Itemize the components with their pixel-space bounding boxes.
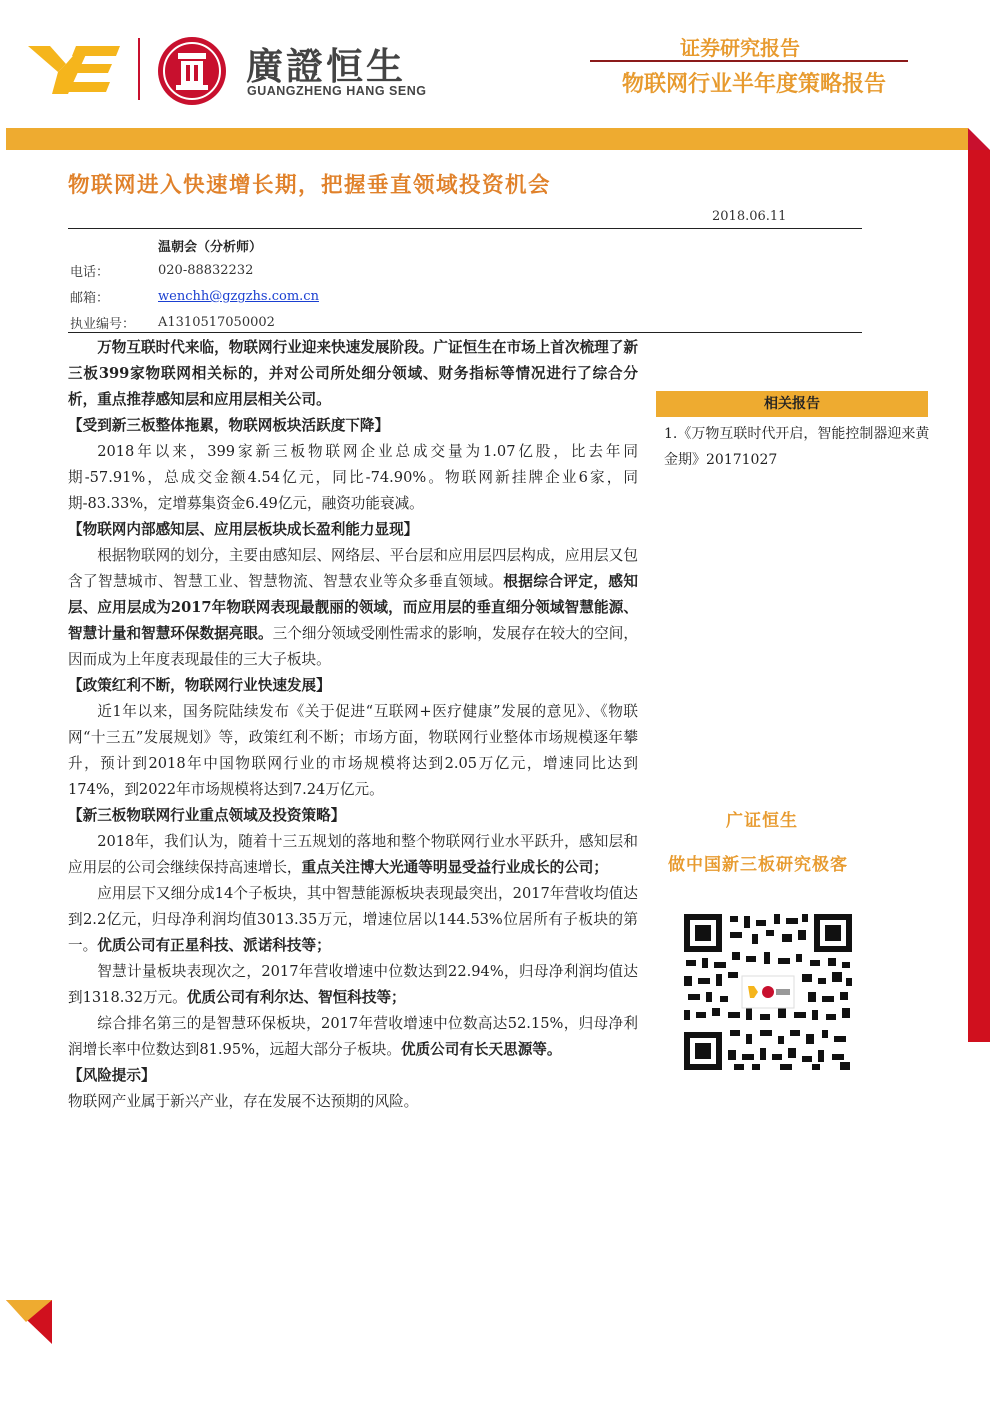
paragraph: 物联网产业属于新兴产业，存在发展不达预期的风险。 <box>68 1093 419 1110</box>
analyst-name: 温朝会（分析师） <box>158 240 263 255</box>
paragraph <box>68 959 638 1011</box>
paragraph <box>68 1011 638 1063</box>
phone-label: 电话： <box>70 265 110 280</box>
page-title: 物联网进入快速增长期，把握垂直领域投资机会 <box>68 173 552 198</box>
logo-divider <box>138 38 140 100</box>
brand-name-cn: 廣證恒生 <box>246 45 406 88</box>
paragraph-text: 三个细分领域受刚性需求的影响，发展存在较大的空间，因而成为上年度表现最佳的三大子板块。 <box>68 625 638 668</box>
paragraph-highlight: 重点关注博大光通等明显受益行业成长的公司； <box>301 859 608 876</box>
paragraph <box>68 543 638 673</box>
seal-logo-icon <box>156 35 228 107</box>
report-body <box>68 335 638 1115</box>
email-link[interactable] <box>158 289 319 304</box>
banner-corner <box>968 128 990 150</box>
section-heading: 【物联网内部感知层、应用层板块成长盈利能力显现】 <box>68 521 419 538</box>
license-value: A1310517050002 <box>158 315 275 330</box>
corner-ornament-icon <box>6 1300 54 1348</box>
section-heading: 【受到新三板整体拖累，物联网板块活跃度下降】 <box>68 417 390 434</box>
paragraph: 2018年以来，399家新三板物联网企业总成交量为1.07亿股，比去年同期-57.91%，总成交金额4.54亿元，同比-74.90%。物联网新挂牌企业6家，同期-83.33%，定增募集资金6.49亿元，融资功能衰减。 <box>68 443 638 512</box>
related-reports-heading: 相关报告 <box>656 391 928 417</box>
section-heading: 【新三板物联网行业重点领域及投资策略】 <box>68 807 346 824</box>
paragraph-highlight: 优质公司有长天思源等。 <box>400 1041 562 1058</box>
phone-value: 020-88832232 <box>158 263 254 278</box>
paragraph: 近1年以来，国务院陆续发布《关于促进“互联网+医疗健康”发展的意见》、《物联网“十三五”发展规划》等，政策红利不断；市场方面，物联网行业整体市场规模逐年攀升，预计到2018年中国物联网行业的市场规模将达到2.05万亿元，增速同比达到174%，到2022年市场规模将达到7.24万亿元。 <box>68 703 638 798</box>
header-banner <box>6 128 968 150</box>
paragraph <box>68 829 638 881</box>
paragraph-text: 智慧计量板块表现次之，2017年营收增速中位数达到22.94%，归母净利润均值达到1318.32万元。 <box>68 963 638 1006</box>
doc-series-label: 物联网行业半年度策略报告 <box>622 72 887 97</box>
brand-name-en: GUANGZHENG HANG SENG <box>247 84 427 98</box>
email-label: 邮箱： <box>70 291 110 306</box>
email-value[interactable]: wenchh@gzgzhs.com.cn <box>158 289 319 304</box>
meta-rule-bottom <box>68 332 862 333</box>
paragraph-highlight: 优质公司有正星科技、派诺科技等； <box>97 937 331 954</box>
paragraph-text: 应用层下又细分成14个子板块，其中智慧能源板块表现最突出，2017年营收均值达到2.2亿元，归母净利润均值3013.35万元，增速位居以144.53%位居所有子板块的第一。 <box>68 885 638 954</box>
paragraph-text: 2018年，我们认为，随着十三五规划的落地和整个物联网行业水平跃升，感知层和应用层的公司会继续保持高速增长， <box>68 833 638 876</box>
paragraph-text: 综合排名第三的是智慧环保板块，2017年营收增速中位数高达52.15%，归母净利润增长率中位数达到81.95%，远超大部分子板块。 <box>68 1015 638 1058</box>
report-date: 2018.06.11 <box>712 209 787 224</box>
doc-type-label: 证券研究报告 <box>680 36 800 60</box>
paragraph-highlight: 根据综合评定，感知层、应用层成为2017年物联网表现最靓丽的领域，而应用层的垂直细分领域智慧能源、智慧计量和智慧环保数据亮眼。 <box>68 573 638 642</box>
promo-brand: 广证恒生 <box>726 811 798 831</box>
section-heading: 【政策红利不断，物联网行业快速发展】 <box>68 677 331 694</box>
paragraph-text: 根据物联网的划分，主要由感知层、网络层、平台层和应用层四层构成，应用层又包含了智慧城市、智慧工业、智慧物流、智慧农业等众多垂直领域。 <box>68 547 638 590</box>
paragraph <box>68 881 638 959</box>
summary-text: 万物互联时代来临，物联网行业迎来快速发展阶段。广证恒生在市场上首次梳理了新三板399家物联网相关标的，并对公司所处细分领域、财务指标等情况进行了综合分析，重点推荐感知层和应用层相关公司。 <box>68 339 638 408</box>
promo-slogan: 做中国新三板研究极客 <box>668 855 848 875</box>
right-red-bar <box>968 150 990 1042</box>
paragraph-highlight: 优质公司有利尔达、智恒科技等； <box>186 989 406 1006</box>
ye-logo-icon <box>28 42 120 94</box>
header-rule <box>590 60 908 62</box>
meta-rule-top <box>68 228 862 229</box>
summary-paragraph <box>68 335 638 413</box>
license-label: 执业编号： <box>70 317 136 332</box>
qr-code-icon[interactable] <box>682 912 854 1072</box>
related-report-link[interactable]: 1.《万物互联时代开启，智能控制器迎来黄金期》20171027 <box>664 426 930 468</box>
section-heading: 【风险提示】 <box>68 1067 156 1084</box>
